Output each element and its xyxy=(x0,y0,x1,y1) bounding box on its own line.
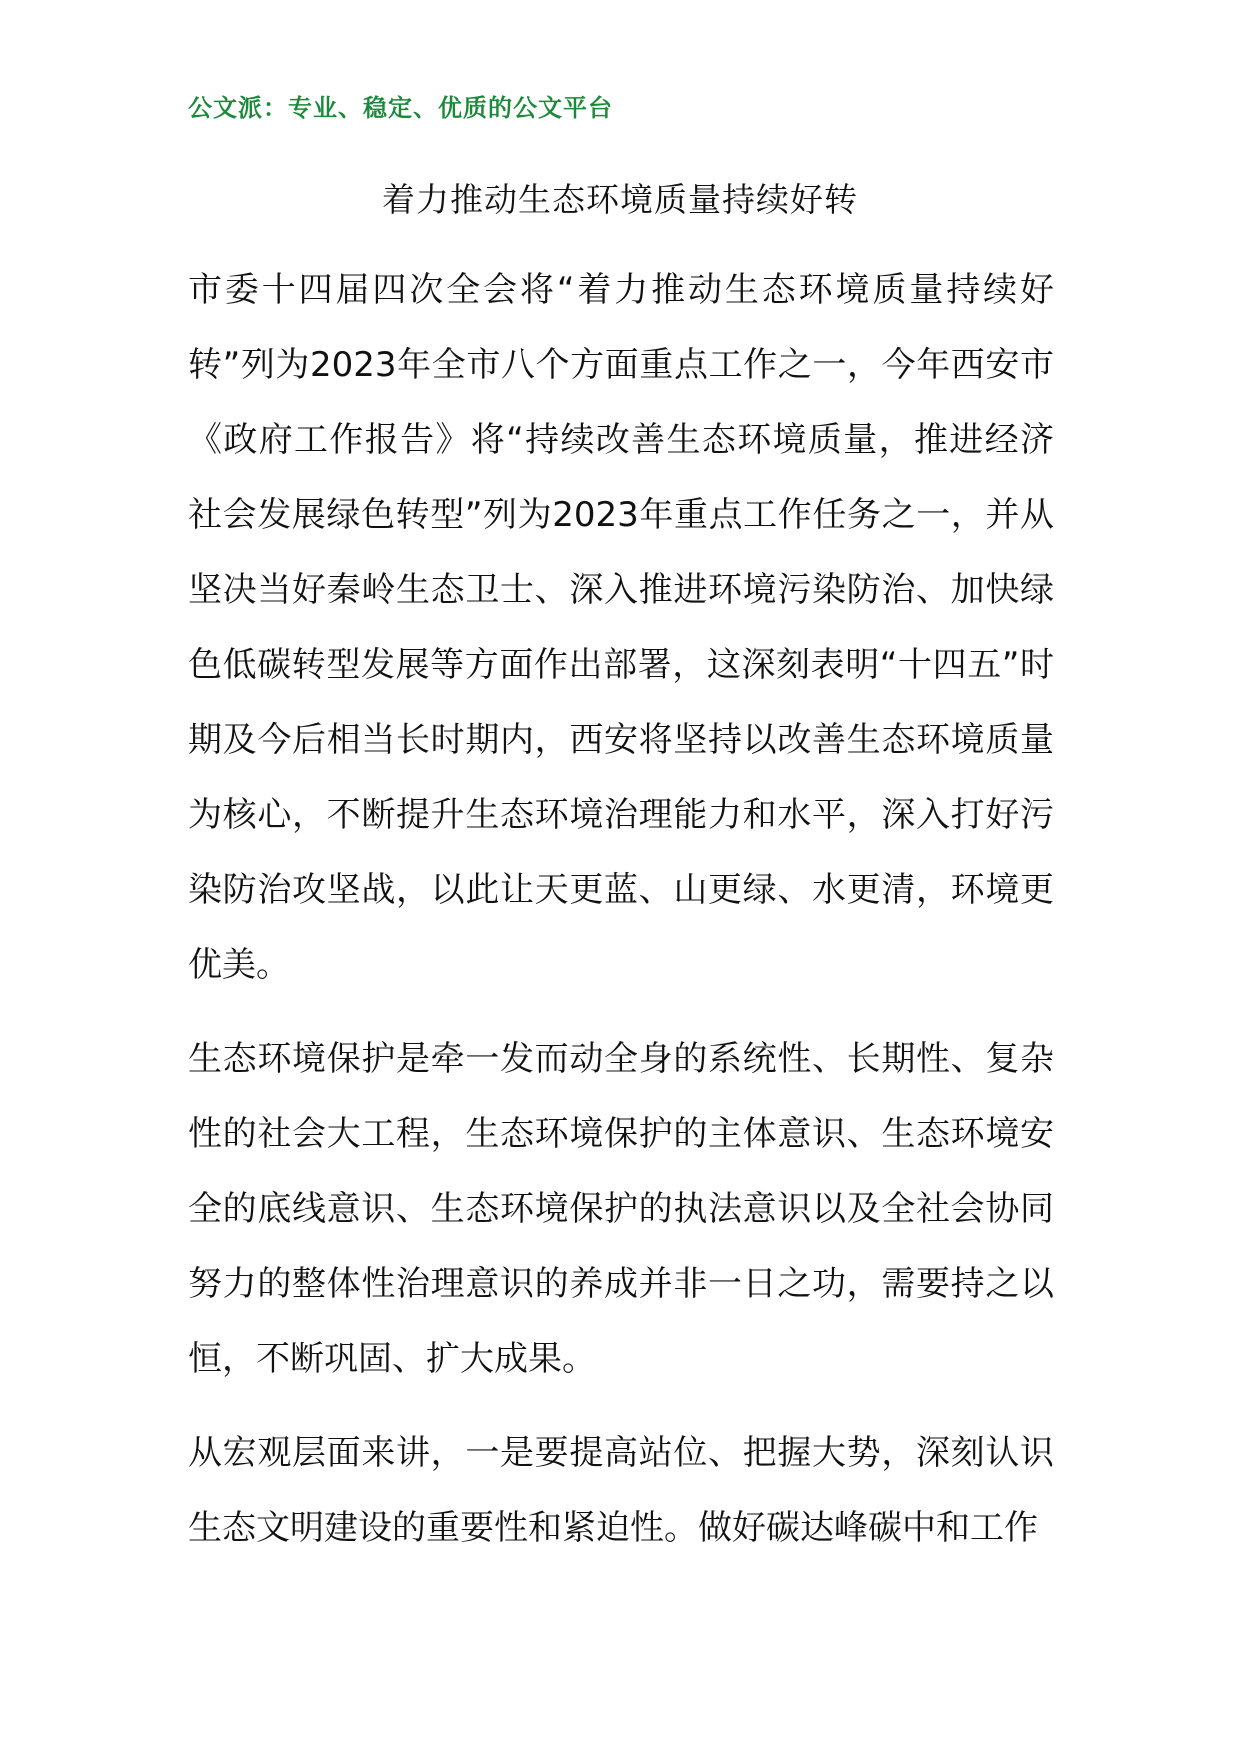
paragraph-2: 生态环境保护是牵一发而动全身的系统性、长期性、复杂性的社会大工程，生态环境保护的主体意识、生态环境安全的底线意识、生态环境保护的执法意识以及全社会协同努力的整体性治理意识的养成并非一日之功，需要持之以恒，不断巩固、扩大成果。 xyxy=(188,1039,1054,1379)
document-body xyxy=(188,253,1054,1585)
document-title: 着力推动生态环境质量持续好转 xyxy=(382,180,858,219)
header-slogan: 公文派：专业、稳定、优质的公文平台 xyxy=(188,94,613,122)
paragraph-3: 从宏观层面来讲，一是要提高站位、把握大势，深刻认识生态文明建设的重要性和紧迫性。做好碳达峰碳中和工作 xyxy=(188,1433,1054,1548)
paragraph-1: 市委十四届四次全会将“着力推动生态环境质量持续好转”列为2023年全市八个方面重点工作之一，今年西安市《政府工作报告》将“持续改善生态环境质量，推进经济社会发展绿色转型”列为2023年重点工作任务之一，并从坚决当好秦岭生态卫士、深入推进环境污染防治、加快绿色低碳转型发展等方面作出部署，这深刻表明“十四五”时期及今后相当长时期内，西安将坚持以改善生态环境质量为核心，不断提升生态环境治理能力和水平，深入打好污染防治攻坚战，以此让天更蓝、山更绿、水更清，环境更优美。 xyxy=(188,270,1054,985)
